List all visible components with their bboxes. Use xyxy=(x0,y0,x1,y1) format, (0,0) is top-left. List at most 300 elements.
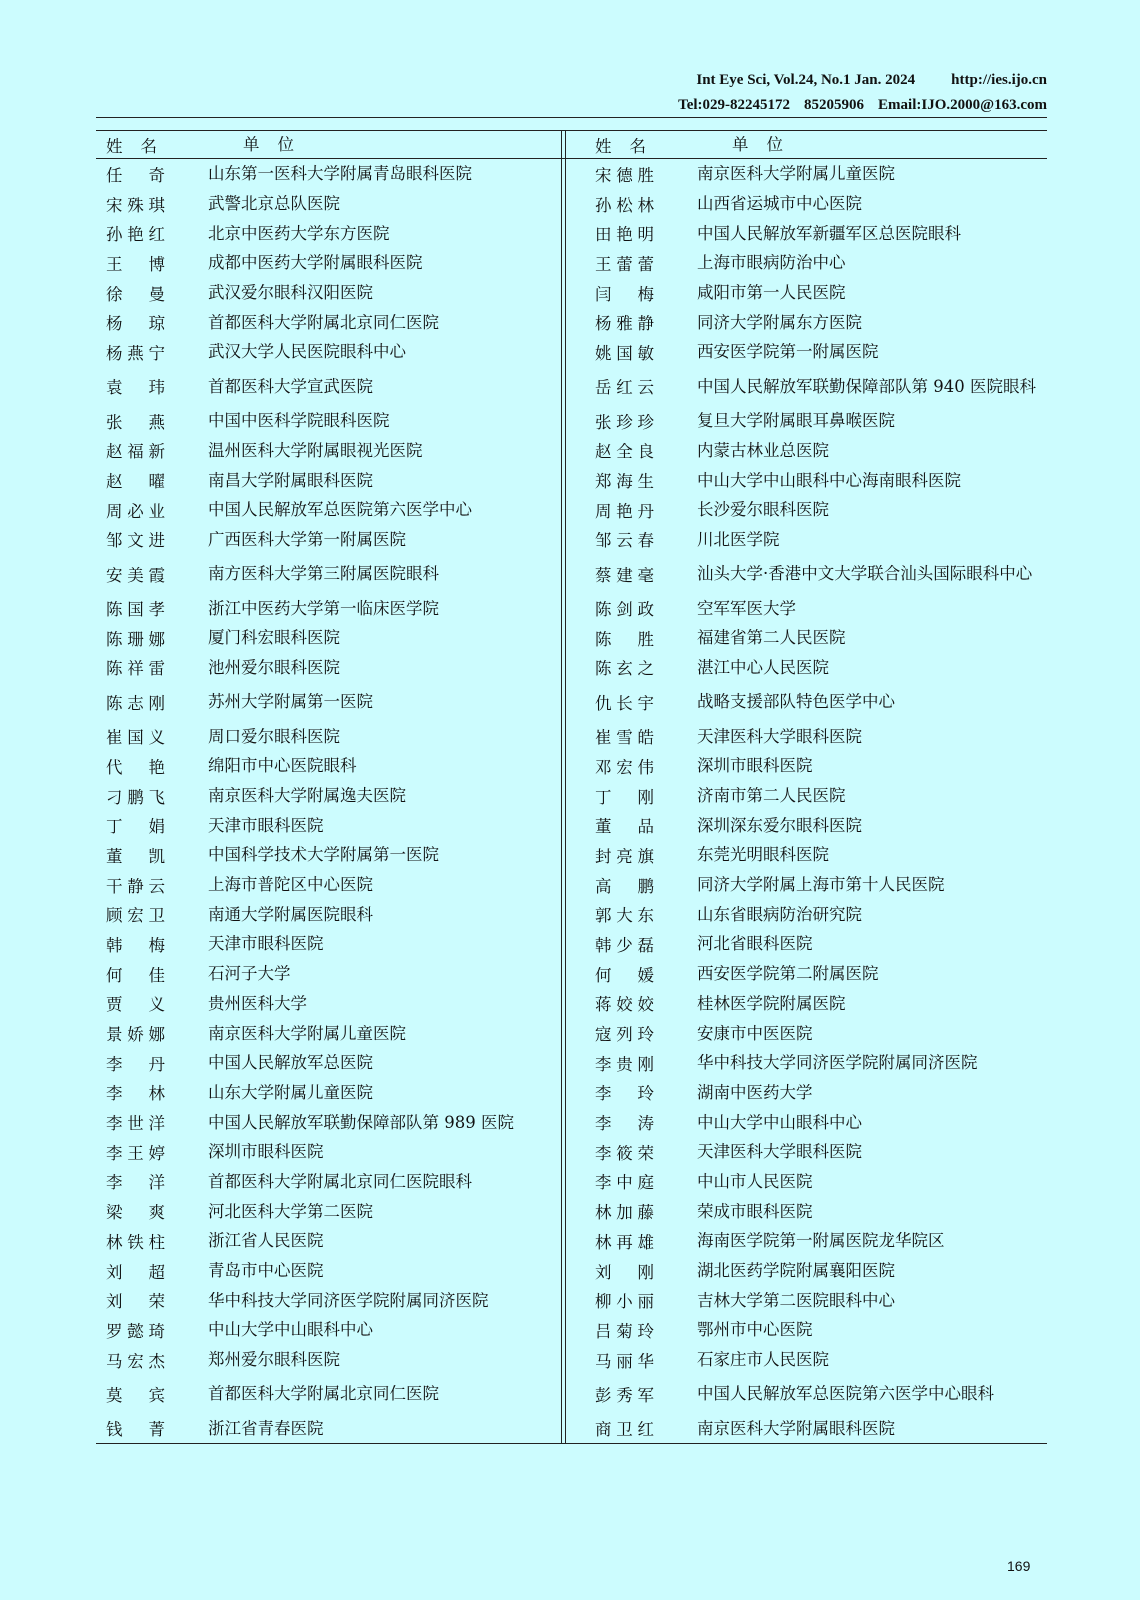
right-entry xyxy=(566,495,1047,525)
left-entry xyxy=(96,593,566,623)
left-entry xyxy=(96,1374,566,1413)
table-row xyxy=(96,465,1047,495)
reviewer-unit: 山东省眼病防治研究院 xyxy=(697,904,862,924)
reviewer-unit: 汕头大学·香港中文大学联合汕头国际眼科中心 xyxy=(697,564,1033,584)
reviewer-unit: 深圳深东爱尔眼科医院 xyxy=(697,815,862,835)
table-row xyxy=(96,1256,1047,1286)
reviewer-unit: 中山市人民医院 xyxy=(697,1171,813,1191)
left-entry xyxy=(96,810,566,840)
table-row xyxy=(96,899,1047,929)
right-entry xyxy=(566,278,1047,308)
reviewer-unit: 空军军医大学 xyxy=(697,598,796,618)
header-name-left: 姓名 xyxy=(106,136,175,156)
reviewer-name: 陈剑政 xyxy=(595,600,654,620)
reviewer-name: 闫 梅 xyxy=(595,284,654,304)
left-entry xyxy=(96,406,566,436)
right-entry xyxy=(566,929,1047,959)
table-row xyxy=(96,1018,1047,1048)
page-number: 169 xyxy=(1007,1558,1031,1574)
running-header xyxy=(447,68,1047,118)
left-entry xyxy=(96,159,566,189)
reviewer-name: 寇列玲 xyxy=(595,1025,654,1045)
reviewer-unit: 武汉大学人民医院眼科中心 xyxy=(208,342,406,362)
right-entry xyxy=(566,1374,1047,1413)
reviewer-unit: 南通大学附属医院眼科 xyxy=(208,904,373,924)
table-row xyxy=(96,929,1047,959)
right-entry xyxy=(566,1167,1047,1197)
reviewer-unit: 南昌大学附属眼科医院 xyxy=(208,470,373,490)
reviewer-name: 董 品 xyxy=(595,817,654,837)
right-entry xyxy=(566,593,1047,623)
reviewer-name: 蒋姣姣 xyxy=(595,995,654,1015)
reviewer-name: 马宏杰 xyxy=(106,1351,165,1371)
table-row xyxy=(96,1107,1047,1137)
left-entry xyxy=(96,1413,566,1443)
reviewer-name: 杨 琼 xyxy=(106,314,165,334)
reviewer-unit: 苏州大学附属第一医院 xyxy=(208,692,373,712)
left-entry xyxy=(96,1345,566,1375)
reviewer-unit: 山东大学附属儿童医院 xyxy=(208,1082,373,1102)
left-entry xyxy=(96,751,566,781)
table-header-row xyxy=(96,131,1047,159)
reviewer-unit: 川北医学院 xyxy=(697,529,780,549)
table-row xyxy=(96,682,1047,721)
table-row xyxy=(96,1345,1047,1375)
reviewer-unit: 南京医科大学附属眼科医院 xyxy=(697,1418,895,1438)
reviewer-name: 杨雅静 xyxy=(595,314,654,334)
right-entry xyxy=(566,1018,1047,1048)
left-entry xyxy=(96,840,566,870)
reviewer-name: 莫 宾 xyxy=(106,1385,165,1405)
reviewer-name: 韩 梅 xyxy=(106,935,165,955)
journal-website: http://ies.ijo.cn xyxy=(951,72,1047,88)
right-entry xyxy=(566,1345,1047,1375)
table-row xyxy=(96,1285,1047,1315)
table-row xyxy=(96,810,1047,840)
reviewer-name: 陈珊娜 xyxy=(106,629,165,649)
right-entry xyxy=(566,1413,1047,1443)
reviewer-unit: 周口爱尔眼科医院 xyxy=(208,726,340,746)
reviewer-unit: 中国人民解放军联勤保障部队第 940 医院眼科 xyxy=(697,376,1036,396)
table-row xyxy=(96,436,1047,466)
reviewer-name: 钱 菁 xyxy=(106,1420,165,1440)
reviewer-unit: 上海市眼病防治中心 xyxy=(697,253,846,273)
left-entry xyxy=(96,1078,566,1108)
right-entry xyxy=(566,1078,1047,1108)
reviewer-name: 田艳明 xyxy=(595,225,654,245)
reviewer-unit: 首都医科大学宣武医院 xyxy=(208,376,373,396)
table-row xyxy=(96,189,1047,219)
right-entry xyxy=(566,721,1047,751)
right-entry xyxy=(566,623,1047,653)
table-row xyxy=(96,721,1047,751)
reviewer-unit: 中国人民解放军联勤保障部队第 989 医院 xyxy=(208,1112,514,1132)
table-row xyxy=(96,870,1047,900)
reviewer-name: 赵全良 xyxy=(595,442,654,462)
right-entry xyxy=(566,989,1047,1019)
column-divider xyxy=(561,131,566,1443)
right-entry xyxy=(566,248,1047,278)
table-row xyxy=(96,959,1047,989)
reviewer-unit: 荣成市眼科医院 xyxy=(697,1201,813,1221)
right-entry xyxy=(566,810,1047,840)
reviewer-unit: 华中科技大学同济医学院附属同济医院 xyxy=(208,1290,489,1310)
reviewer-unit: 成都中医药大学附属眼科医院 xyxy=(208,253,423,273)
reviewer-unit: 中国人民解放军总医院 xyxy=(208,1053,373,1073)
right-entry xyxy=(566,337,1047,367)
reviewer-name: 干静云 xyxy=(106,876,165,896)
right-entry xyxy=(566,840,1047,870)
right-entry xyxy=(566,367,1047,406)
left-entry xyxy=(96,623,566,653)
header-line-1 xyxy=(447,68,1047,93)
right-entry xyxy=(566,959,1047,989)
reviewer-unit: 南京医科大学附属儿童医院 xyxy=(208,1023,406,1043)
left-entry xyxy=(96,1167,566,1197)
right-entry xyxy=(566,554,1047,593)
left-entry xyxy=(96,870,566,900)
right-entry xyxy=(566,1256,1047,1286)
table-row xyxy=(96,337,1047,367)
reviewer-name: 刁鹏飞 xyxy=(106,787,165,807)
reviewer-name: 柳小丽 xyxy=(595,1292,654,1312)
left-entry xyxy=(96,1285,566,1315)
left-entry xyxy=(96,721,566,751)
reviewer-unit: 石家庄市人民医院 xyxy=(697,1350,829,1370)
header-name-right: 姓名 xyxy=(595,136,664,156)
reviewer-unit: 中山大学中山眼科中心海南眼科医院 xyxy=(697,470,961,490)
reviewer-name: 林再雄 xyxy=(595,1232,654,1252)
reviewer-unit: 石河子大学 xyxy=(208,964,291,984)
reviewer-name: 徐 曼 xyxy=(106,284,165,304)
reviewer-name: 孙松林 xyxy=(595,195,654,215)
right-entry xyxy=(566,1048,1047,1078)
left-entry xyxy=(96,781,566,811)
reviewer-name: 何 佳 xyxy=(106,965,165,985)
reviewer-unit: 长沙爱尔眼科医院 xyxy=(697,500,829,520)
reviewer-name: 陈祥雷 xyxy=(106,659,165,679)
table-row xyxy=(96,653,1047,683)
reviewer-name: 李世洋 xyxy=(106,1114,165,1134)
right-entry xyxy=(566,1196,1047,1226)
reviewer-unit: 南方医科大学第三附属医院眼科 xyxy=(208,564,439,584)
reviewer-name: 吕菊玲 xyxy=(595,1321,654,1341)
table-row xyxy=(96,623,1047,653)
reviewer-name: 赵福新 xyxy=(106,442,165,462)
right-entry xyxy=(566,436,1047,466)
reviewer-unit: 深圳市眼科医院 xyxy=(208,1142,324,1162)
reviewer-name: 代 艳 xyxy=(106,757,165,777)
reviewer-unit: 天津市眼科医院 xyxy=(208,934,324,954)
reviewer-unit: 中山大学中山眼科中心 xyxy=(208,1320,373,1340)
reviewer-name: 李 洋 xyxy=(106,1173,165,1193)
table-row xyxy=(96,1167,1047,1197)
reviewer-name: 林铁柱 xyxy=(106,1232,165,1252)
reviewer-unit: 上海市普陀区中心医院 xyxy=(208,875,373,895)
right-entry xyxy=(566,899,1047,929)
right-entry xyxy=(566,525,1047,555)
left-entry xyxy=(96,1256,566,1286)
left-entry xyxy=(96,682,566,721)
reviewer-unit: 首都医科大学附属北京同仁医院 xyxy=(208,312,439,332)
left-entry xyxy=(96,959,566,989)
table-row xyxy=(96,1196,1047,1226)
reviewer-name: 何 媛 xyxy=(595,965,654,985)
reviewer-unit: 复旦大学附属眼耳鼻喉医院 xyxy=(697,411,895,431)
reviewer-unit: 浙江省人民医院 xyxy=(208,1231,324,1251)
reviewer-name: 袁 玮 xyxy=(106,378,165,398)
reviewer-unit: 内蒙古林业总医院 xyxy=(697,440,829,460)
right-entry xyxy=(566,465,1047,495)
table-row xyxy=(96,554,1047,593)
left-entry xyxy=(96,307,566,337)
table-row xyxy=(96,840,1047,870)
header-unit-left: 单位 xyxy=(243,135,312,154)
table-row xyxy=(96,218,1047,248)
right-entry xyxy=(566,1137,1047,1167)
left-entry xyxy=(96,554,566,593)
right-entry xyxy=(566,682,1047,721)
reviewer-unit: 贵州医科大学 xyxy=(208,993,307,1013)
reviewer-unit: 浙江省青春医院 xyxy=(208,1418,324,1438)
reviewer-name: 封亮旗 xyxy=(595,846,654,866)
reviewer-unit: 华中科技大学同济医学院附属同济医院 xyxy=(697,1053,978,1073)
reviewer-name: 孙艳红 xyxy=(106,225,165,245)
reviewer-name: 李 丹 xyxy=(106,1054,165,1074)
table-row xyxy=(96,1226,1047,1256)
reviewer-unit: 湖北医药学院附属襄阳医院 xyxy=(697,1261,895,1281)
header-rule xyxy=(96,117,1047,118)
reviewer-name: 蔡建毫 xyxy=(595,565,654,585)
reviewer-name: 丁 娟 xyxy=(106,817,165,837)
reviewer-name: 李中庭 xyxy=(595,1173,654,1193)
reviewer-name: 安美霞 xyxy=(106,565,165,585)
reviewer-name: 崔雪皓 xyxy=(595,728,654,748)
table-row xyxy=(96,1374,1047,1413)
reviewer-unit: 鄂州市中心医院 xyxy=(697,1320,813,1340)
reviewer-unit: 西安医学院第二附属医院 xyxy=(697,964,879,984)
reviewer-name: 李王婷 xyxy=(106,1143,165,1163)
reviewer-name: 陈玄之 xyxy=(595,659,654,679)
reviewer-name: 梁 爽 xyxy=(106,1203,165,1223)
right-entry xyxy=(566,1107,1047,1137)
right-entry xyxy=(566,781,1047,811)
journal-citation: Int Eye Sci, Vol.24, No.1 Jan. 2024 xyxy=(696,72,916,88)
right-entry xyxy=(566,406,1047,436)
left-entry xyxy=(96,465,566,495)
reviewer-unit: 天津医科大学眼科医院 xyxy=(697,1142,862,1162)
table-row xyxy=(96,751,1047,781)
reviewer-unit: 河北省眼科医院 xyxy=(697,934,813,954)
reviewer-name: 林加藤 xyxy=(595,1203,654,1223)
left-entry xyxy=(96,525,566,555)
reviewer-name: 景娇娜 xyxy=(106,1025,165,1045)
reviewer-name: 李 涛 xyxy=(595,1114,654,1134)
table-row xyxy=(96,1048,1047,1078)
reviewer-unit: 山西省运城市中心医院 xyxy=(697,194,862,214)
right-entry xyxy=(566,218,1047,248)
reviewer-name: 罗懿琦 xyxy=(106,1321,165,1341)
reviewer-name: 张 燕 xyxy=(106,412,165,432)
reviewer-name: 仇长宇 xyxy=(595,693,654,713)
reviewer-unit: 福建省第二人民医院 xyxy=(697,628,846,648)
reviewer-unit: 中国人民解放军总医院第六医学中心 xyxy=(208,500,472,520)
reviewer-unit: 中国科学技术大学附属第一医院 xyxy=(208,845,439,865)
reviewer-unit: 吉林大学第二医院眼科中心 xyxy=(697,1290,895,1310)
reviewer-unit: 西安医学院第一附属医院 xyxy=(697,342,879,362)
reviewer-name: 陈国孝 xyxy=(106,600,165,620)
reviewer-name: 高 鹏 xyxy=(595,876,654,896)
reviewer-name: 邹云春 xyxy=(595,531,654,551)
reviewer-name: 刘 超 xyxy=(106,1262,165,1282)
table-row xyxy=(96,1315,1047,1345)
reviewer-name: 郭大东 xyxy=(595,906,654,926)
reviewer-name: 李筱荣 xyxy=(595,1143,654,1163)
header-left xyxy=(96,131,566,158)
reviewer-name: 贾 义 xyxy=(106,995,165,1015)
right-entry xyxy=(566,1315,1047,1345)
reviewer-name: 崔国义 xyxy=(106,728,165,748)
reviewer-unit: 郑州爱尔眼科医院 xyxy=(208,1350,340,1370)
journal-email: Email:IJO.2000@163.com xyxy=(878,97,1047,113)
reviewer-unit: 温州医科大学附属眼视光医院 xyxy=(208,440,423,460)
reviewer-unit: 天津医科大学眼科医院 xyxy=(697,726,862,746)
left-entry xyxy=(96,1226,566,1256)
table-row xyxy=(96,989,1047,1019)
table-row xyxy=(96,495,1047,525)
reviewer-name: 商卫红 xyxy=(595,1420,654,1440)
right-entry xyxy=(566,189,1047,219)
left-entry xyxy=(96,495,566,525)
table-row xyxy=(96,593,1047,623)
reviewer-unit: 绵阳市中心医院眼科 xyxy=(208,756,357,776)
left-entry xyxy=(96,436,566,466)
reviewer-name: 张珍珍 xyxy=(595,412,654,432)
left-entry xyxy=(96,899,566,929)
left-entry xyxy=(96,1107,566,1137)
reviewer-name: 刘 荣 xyxy=(106,1292,165,1312)
reviewer-name: 顾宏卫 xyxy=(106,906,165,926)
reviewer-name: 宋德胜 xyxy=(595,165,654,185)
right-entry xyxy=(566,307,1047,337)
reviewer-unit: 天津市眼科医院 xyxy=(208,815,324,835)
table-row xyxy=(96,1078,1047,1108)
reviewer-name: 任 奇 xyxy=(106,165,165,185)
left-entry xyxy=(96,218,566,248)
reviewer-unit: 中国人民解放军总医院第六医学中心眼科 xyxy=(697,1384,994,1404)
left-entry xyxy=(96,189,566,219)
left-entry xyxy=(96,1137,566,1167)
right-entry xyxy=(566,1285,1047,1315)
reviewer-name: 陈志刚 xyxy=(106,693,165,713)
reviewer-name: 宋殊琪 xyxy=(106,195,165,215)
left-entry xyxy=(96,989,566,1019)
reviewer-unit: 中国人民解放军新疆军区总医院眼科 xyxy=(697,223,961,243)
header-line-2 xyxy=(447,93,1047,118)
left-entry xyxy=(96,278,566,308)
reviewer-name: 赵 曜 xyxy=(106,472,165,492)
reviewer-unit: 山东第一医科大学附属青岛眼科医院 xyxy=(208,164,472,184)
table-row xyxy=(96,1137,1047,1167)
left-entry xyxy=(96,1315,566,1345)
journal-tel-2: 85205906 xyxy=(804,97,865,113)
reviewer-name: 丁 刚 xyxy=(595,787,654,807)
reviewer-unit: 河北医科大学第二医院 xyxy=(208,1201,373,1221)
reviewer-unit: 武汉爱尔眼科汉阳医院 xyxy=(208,283,373,303)
right-entry xyxy=(566,1226,1047,1256)
reviewer-name: 姚国敏 xyxy=(595,343,654,363)
reviewer-name: 刘 刚 xyxy=(595,1262,654,1282)
reviewer-name: 李 玲 xyxy=(595,1084,654,1104)
reviewer-name: 陈 胜 xyxy=(595,629,654,649)
right-entry xyxy=(566,870,1047,900)
reviewer-unit: 深圳市眼科医院 xyxy=(697,756,813,776)
reviewer-unit: 同济大学附属东方医院 xyxy=(697,312,862,332)
left-entry xyxy=(96,367,566,406)
reviewer-name: 韩少磊 xyxy=(595,935,654,955)
reviewer-unit: 中山大学中山眼科中心 xyxy=(697,1112,862,1132)
right-entry xyxy=(566,653,1047,683)
reviewer-unit: 海南医学院第一附属医院龙华院区 xyxy=(697,1231,945,1251)
reviewer-unit: 湖南中医药大学 xyxy=(697,1082,813,1102)
reviewer-unit: 战略支援部队特色医学中心 xyxy=(697,692,895,712)
reviewer-unit: 池州爱尔眼科医院 xyxy=(208,657,340,677)
reviewer-unit: 同济大学附属上海市第十人民医院 xyxy=(697,875,945,895)
reviewer-name: 杨燕宁 xyxy=(106,343,165,363)
reviewer-unit: 北京中医药大学东方医院 xyxy=(208,223,390,243)
right-entry xyxy=(566,751,1047,781)
table-row xyxy=(96,781,1047,811)
reviewer-unit: 广西医科大学第一附属医院 xyxy=(208,529,406,549)
reviewer-name: 王蕾蕾 xyxy=(595,254,654,274)
reviewer-unit: 东莞光明眼科医院 xyxy=(697,845,829,865)
reviewer-unit: 首都医科大学附属北京同仁医院 xyxy=(208,1384,439,1404)
reviewer-unit: 中国中医科学院眼科医院 xyxy=(208,411,390,431)
left-entry xyxy=(96,1018,566,1048)
reviewer-unit: 厦门科宏眼科医院 xyxy=(208,628,340,648)
table-row xyxy=(96,367,1047,406)
reviewer-unit: 安康市中医医院 xyxy=(697,1023,813,1043)
table-row xyxy=(96,406,1047,436)
left-entry xyxy=(96,248,566,278)
reviewer-name: 董 凯 xyxy=(106,846,165,866)
reviewer-unit: 武警北京总队医院 xyxy=(208,194,340,214)
right-entry xyxy=(566,159,1047,189)
reviewer-unit: 咸阳市第一人民医院 xyxy=(697,283,846,303)
left-entry xyxy=(96,337,566,367)
table-row xyxy=(96,525,1047,555)
reviewer-unit: 湛江中心人民医院 xyxy=(697,657,829,677)
journal-tel: Tel:029-82245172 xyxy=(678,97,791,113)
table-row xyxy=(96,248,1047,278)
reviewer-name: 周艳丹 xyxy=(595,501,654,521)
table-row xyxy=(96,307,1047,337)
reviewer-table xyxy=(96,130,1047,1444)
table-row xyxy=(96,159,1047,189)
reviewer-name: 彭秀军 xyxy=(595,1385,654,1405)
reviewer-name: 岳红云 xyxy=(595,378,654,398)
left-entry xyxy=(96,653,566,683)
reviewer-unit: 青岛市中心医院 xyxy=(208,1261,324,1281)
reviewer-name: 郑海生 xyxy=(595,472,654,492)
table-row xyxy=(96,278,1047,308)
header-unit-right: 单位 xyxy=(732,135,801,154)
reviewer-name: 邹文进 xyxy=(106,531,165,551)
reviewer-unit: 南京医科大学附属逸夫医院 xyxy=(208,786,406,806)
reviewer-name: 李贵刚 xyxy=(595,1054,654,1074)
left-entry xyxy=(96,929,566,959)
header-right xyxy=(566,131,1047,158)
